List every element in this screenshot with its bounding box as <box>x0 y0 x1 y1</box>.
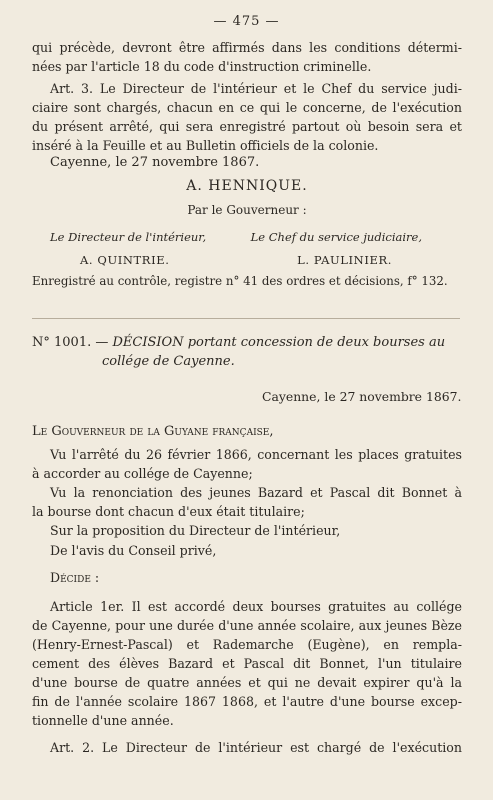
right-signatory-name: L. PAULINIER. <box>297 253 392 267</box>
continuation-paragraph <box>32 38 462 76</box>
text-line: la bourse dont chacun d'eux était titulaire; <box>32 504 305 519</box>
text-line: Art. 2. Le Directeur de l'intérieur est chargé de l'exécution <box>50 740 462 755</box>
decision-title: — DÉCISION portant concession de deux bourses au <box>91 335 446 350</box>
text-line: (Henry-Ernest-Pascal) et Rademarche (Eugène), en rempla- <box>32 637 462 652</box>
vu-paragraph-1 <box>32 445 462 483</box>
date-text: Cayenne, le 27 novembre 1867. <box>50 155 260 170</box>
avis-text: De l'avis du Conseil privé, <box>50 543 217 558</box>
decision-number: N° 1001. <box>32 335 92 350</box>
avis-line <box>32 541 462 560</box>
decision-date-text: Cayenne, le 27 novembre 1867. <box>262 389 462 404</box>
text-line: de Cayenne, pour une durée d'une année scolaire, aux jeunes Bèze <box>32 618 462 633</box>
decide-text: Décide : <box>50 570 100 585</box>
article-2-line <box>32 738 462 757</box>
gouverneur-text: Le Gouverneur de la Guyane française, <box>32 424 274 439</box>
article-3-paragraph <box>32 79 462 155</box>
par-le-gouverneur <box>32 201 462 220</box>
decision-heading <box>32 333 462 371</box>
left-signatory-title: Le Directeur de l'intérieur, <box>50 230 207 244</box>
date-line <box>32 153 462 172</box>
signature-text: A. HENNIQUE. <box>186 178 308 194</box>
text-line: inséré à la Feuille et au Bulletin officiels de la colonie. <box>32 138 379 153</box>
vu-paragraph-2 <box>32 483 462 521</box>
text-line: Vu l'arrêté du 26 février 1866, concernant les places gratuites <box>50 447 462 462</box>
page-number: — 475 — <box>213 14 280 29</box>
text-line: Art. 3. Le Directeur de l'intérieur et le Chef du service judi- <box>50 81 462 96</box>
article-1-paragraph <box>32 597 462 730</box>
text-line: ciaire sont chargés, chacun en ce qui le concerne, de l'exécution <box>32 100 462 115</box>
signatory-titles <box>50 228 422 247</box>
text-line: d'une bourse de quatre années et qui ne devait expirer qu'à la <box>32 675 462 690</box>
proposition-line <box>32 521 462 540</box>
decide-line <box>32 568 462 587</box>
left-signatory-name: A. QUINTRIE. <box>80 253 170 267</box>
proposition-text: Sur la proposition du Directeur de l'intérieur, <box>50 523 341 538</box>
decision-date <box>262 387 462 406</box>
text-line: nées par l'article 18 du code d'instruction criminelle. <box>32 59 372 74</box>
right-signatory-title: Le Chef du service judiciaire, <box>250 230 422 244</box>
governor-signature <box>32 177 462 196</box>
signatory-names <box>80 251 392 270</box>
text-line: qui précède, devront être affirmés dans les conditions détermi- <box>32 40 462 55</box>
text-line: Vu la renonciation des jeunes Bazard et Pascal dit Bonnet à <box>50 485 462 500</box>
text-line: du présent arrêté, qui sera enregistré partout où besoin sera et <box>32 119 462 134</box>
text-line: cement des élèves Bazard et Pascal dit Bonnet, l'un titulaire <box>32 656 462 671</box>
gouverneur-line <box>32 422 462 441</box>
registration-text: Enregistré au contrôle, registre n° 41 des ordres et décisions, f° 132. <box>32 274 448 288</box>
text-line: Article 1er. Il est accordé deux bourses gratuites au collége <box>50 599 462 614</box>
text-line: tionnelle d'une année. <box>32 713 174 728</box>
text-line: fin de l'année scolaire 1867 1868, et l'autre d'une bourse excep- <box>32 694 462 709</box>
decision-title-line2: collége de Cayenne. <box>102 354 235 369</box>
section-divider <box>32 318 460 319</box>
par-text: Par le Gouverneur : <box>187 203 307 217</box>
text-line: à accorder au collége de Cayenne; <box>32 466 253 481</box>
registration-line <box>32 272 462 291</box>
